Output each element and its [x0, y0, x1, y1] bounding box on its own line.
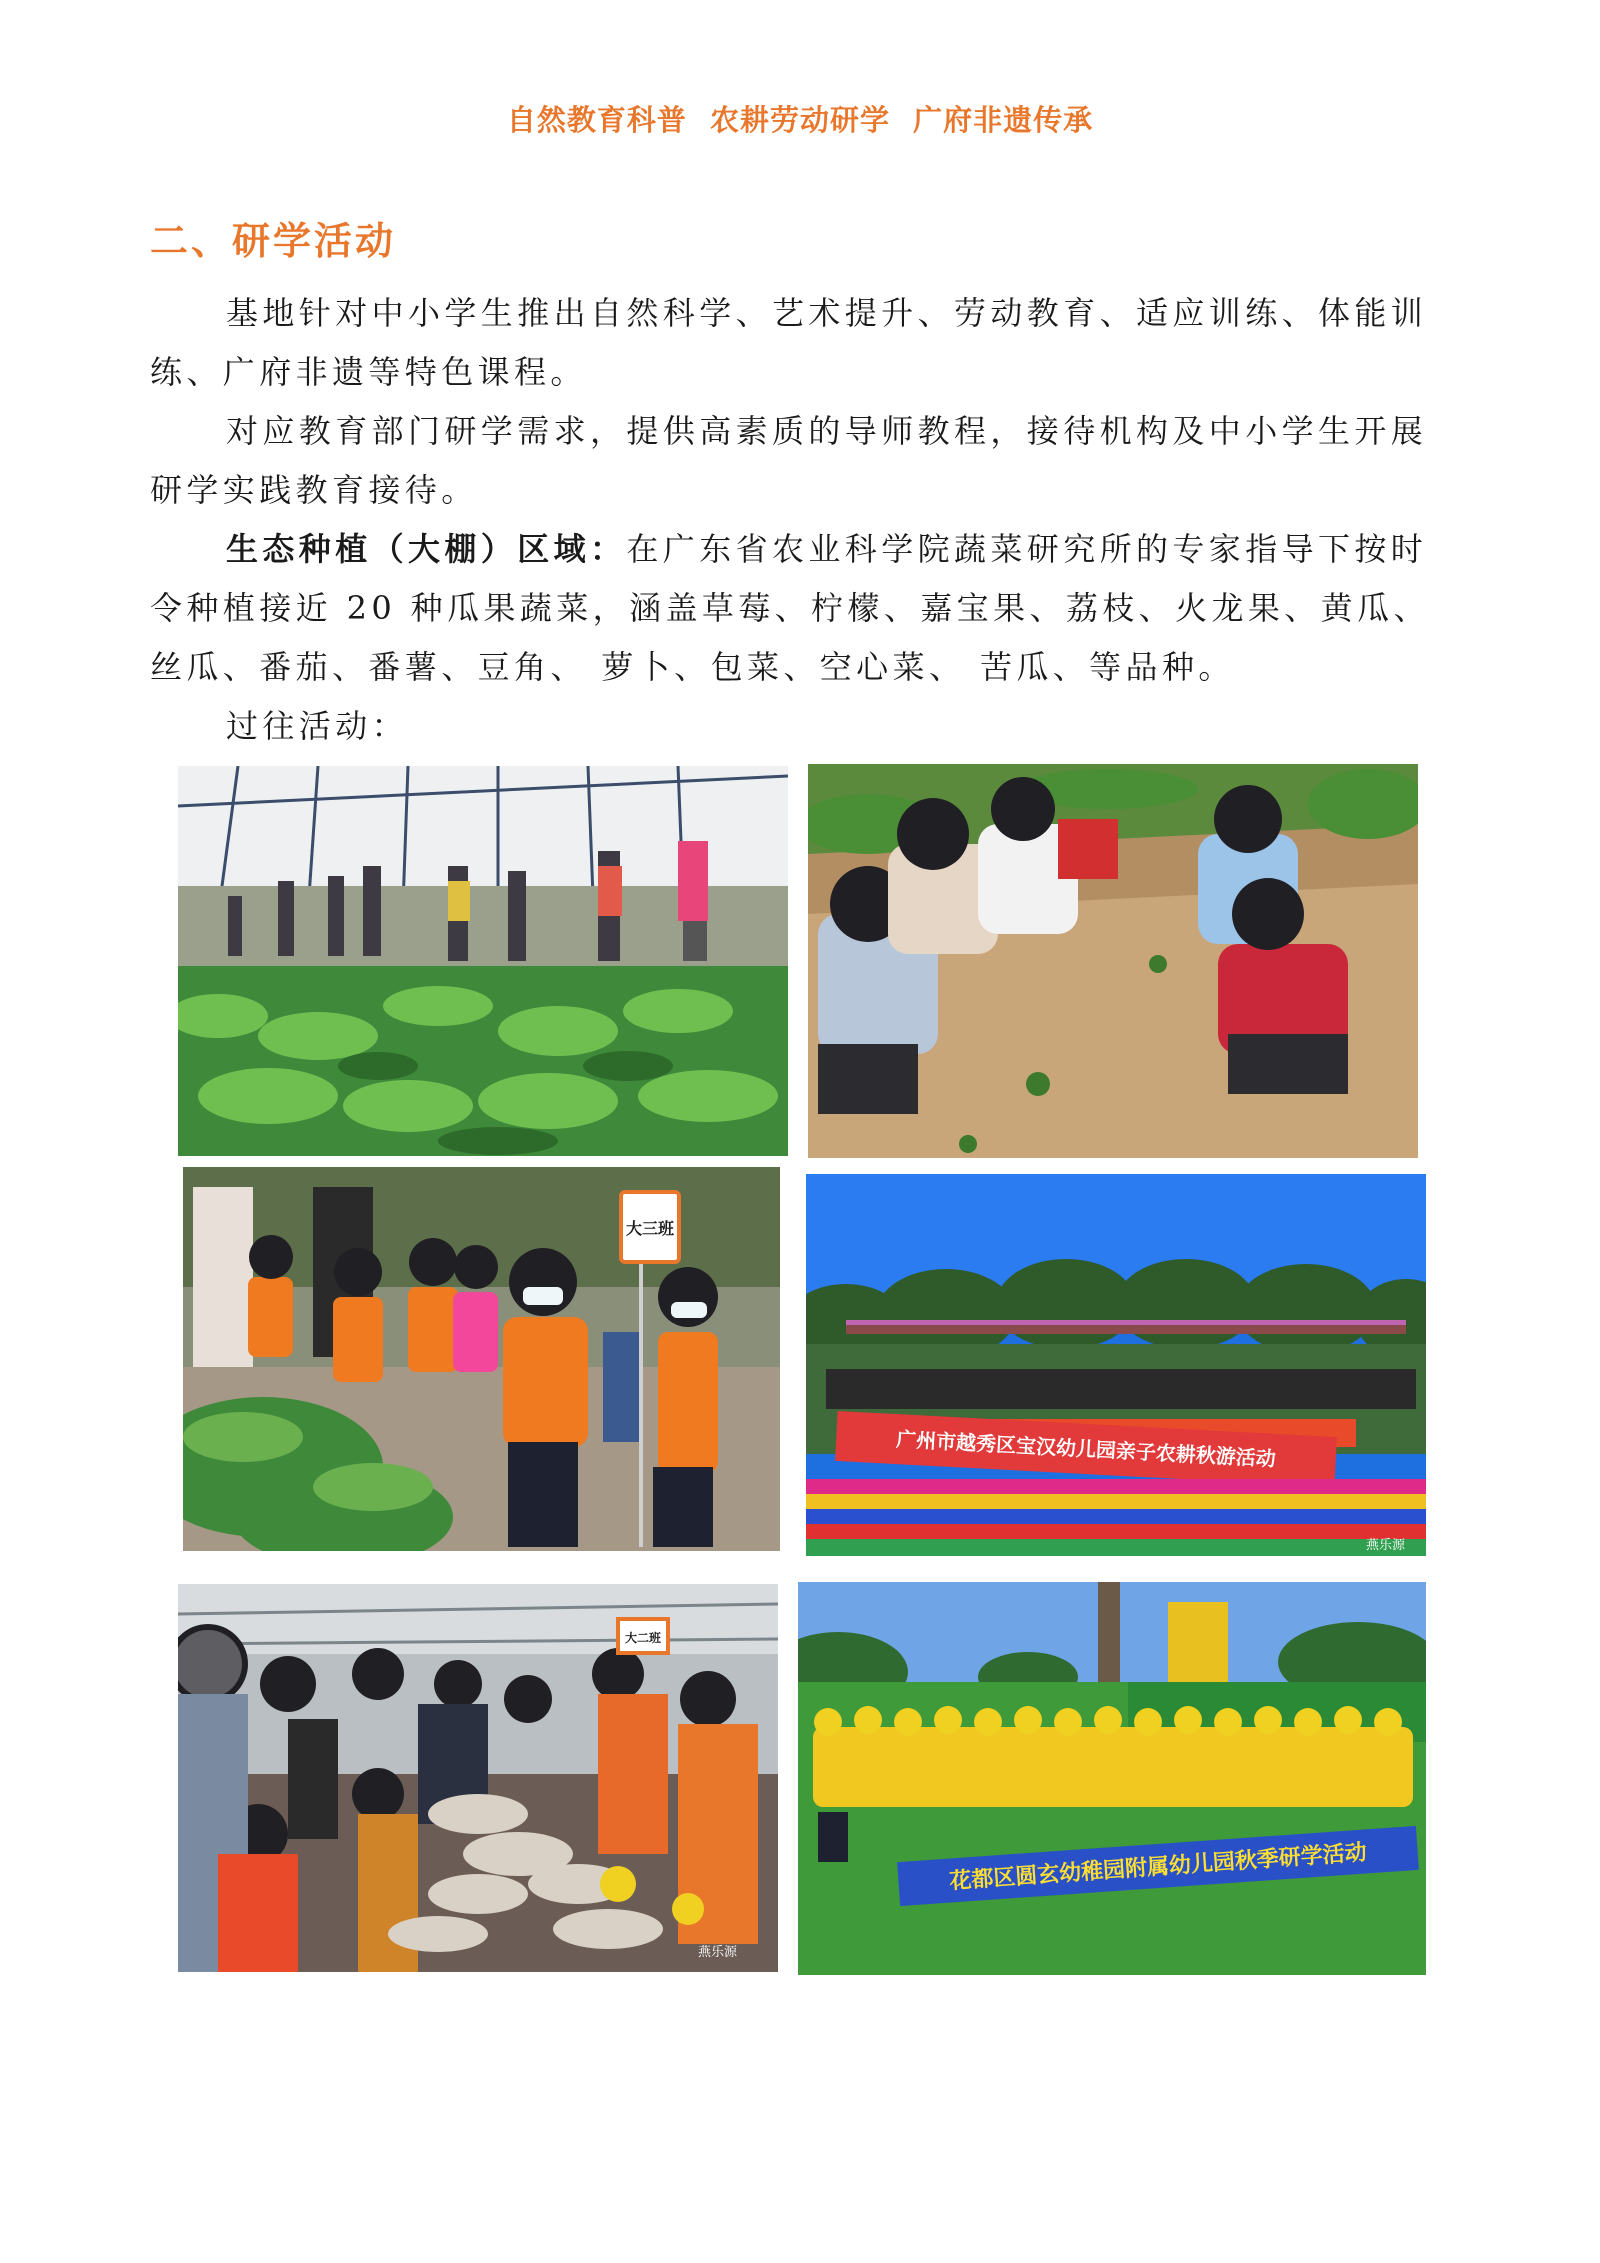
class-sign-1: 大三班	[625, 1219, 675, 1238]
photo-children-planting	[808, 764, 1418, 1158]
page-header	[0, 98, 1600, 139]
header-item: 自然教育科普	[506, 103, 687, 137]
watermark-2: 燕乐源	[698, 1945, 738, 1960]
paragraph-planting	[150, 520, 1460, 697]
paragraph-reception	[150, 402, 1460, 520]
planting-area-label: 生态种植（大棚）区域：	[226, 530, 627, 568]
paragraph-past-activities	[150, 697, 1460, 756]
photo-group-banner	[806, 1174, 1426, 1556]
photo-greenhouse-visit	[178, 766, 788, 1156]
photo-class-visit	[183, 1167, 780, 1551]
watermark-1: 燕乐源	[1366, 1538, 1406, 1553]
photo-mushroom-activity	[178, 1584, 778, 1972]
banner-text-1: 广州市越秀区宝汉幼儿园亲子农耕秋游活动	[895, 1427, 1277, 1471]
paragraph-courses-text: 基地针对中小学生推出自然科学、艺术提升、劳动教育、适应训练、体能训练、广府非遗等特色课程。	[150, 294, 1428, 391]
past-activities-label: 过往活动：	[226, 707, 409, 745]
header-item: 农耕劳动研学	[709, 103, 890, 137]
photo-yellow-hats-group	[798, 1582, 1426, 1975]
paragraph-courses	[150, 284, 1460, 402]
header-item: 广府非遗传承	[913, 103, 1094, 137]
class-sign-2: 大二班	[624, 1631, 662, 1645]
paragraph-reception-text: 对应教育部门研学需求，提供高素质的导师教程，接待机构及中小学生开展研学实践教育接待。	[150, 412, 1428, 509]
planting-area-text: 在广东省农业科学院蔬菜研究所的专家指导下按时令种植接近 20 种瓜果蔬菜，涵盖草莓、柠檬、嘉宝果、荔枝、火龙果、黄瓜、丝瓜、番茄、番薯、豆角、 萝卜、包菜、空心菜、 苦瓜、等品种。	[150, 530, 1430, 686]
section-title: 二、研学活动	[150, 218, 397, 263]
banner-text-2: 花都区圆玄幼稚园附属幼儿园秋季研学活动	[948, 1840, 1368, 1895]
